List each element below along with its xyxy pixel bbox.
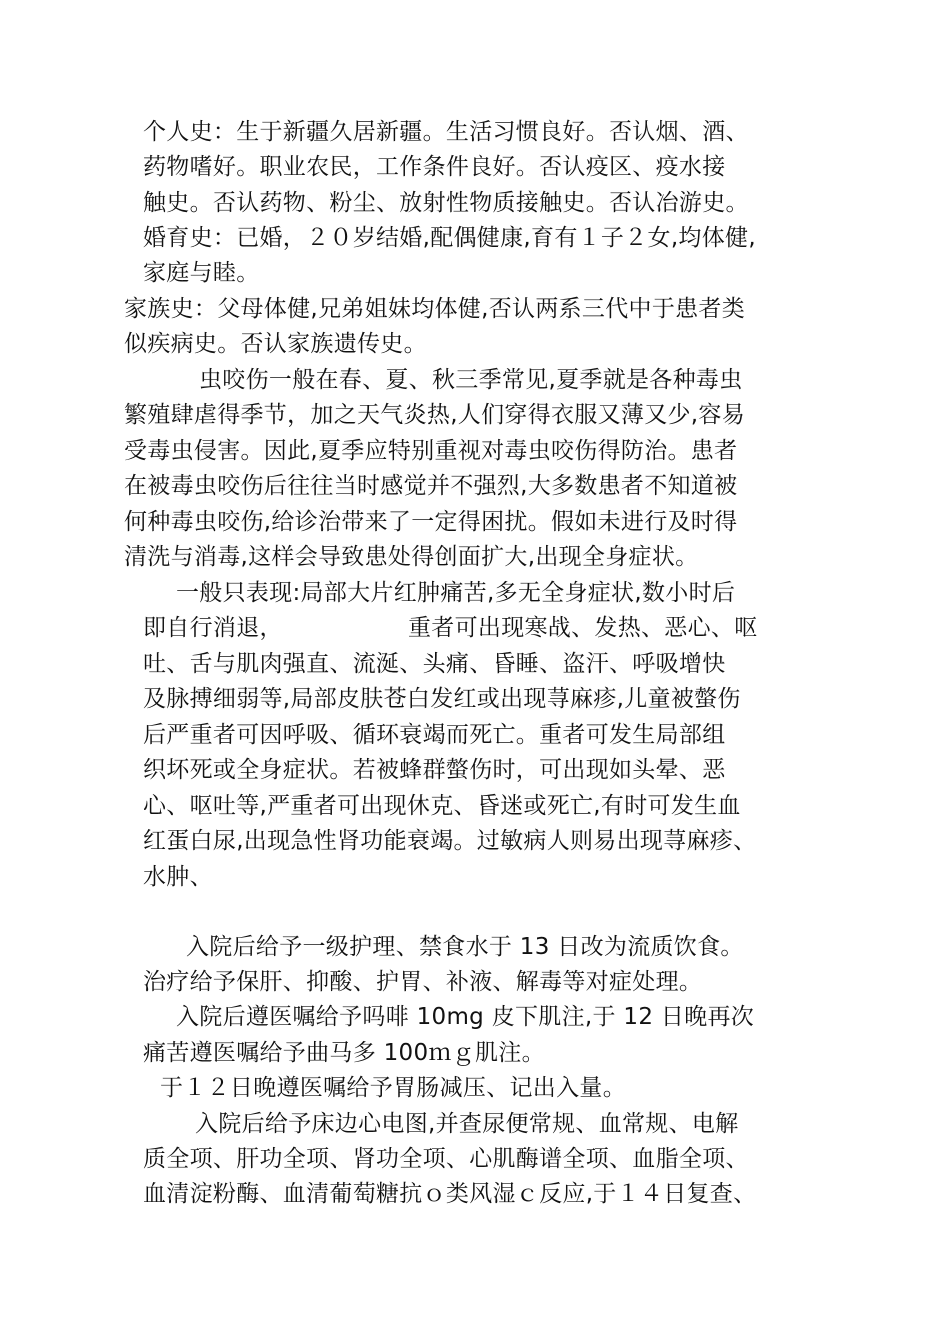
text-line: 在被毒虫咬伤后往往当时感觉并不强烈,大多数患者不知道被: [124, 473, 738, 499]
text-line: 治疗给予保肝、抑酸、护胃、补液、解毒等对症处理。: [143, 969, 703, 995]
text-line: 药物嗜好。职业农民，工作条件良好。否认疫区、疫水接: [143, 154, 726, 180]
text-line: 受毒虫侵害。因此,夏季应特别重视对毒虫咬伤得防治。患者: [124, 438, 738, 464]
text-line: 及脉搏细弱等,局部皮肤苍白发红或出现荨麻疹,儿童被螫伤: [143, 686, 741, 712]
text-line: 清洗与消毒,这样会导致患处得创面扩大,出现全身症状。: [124, 544, 699, 570]
text-line: 家庭与睦。: [143, 260, 260, 286]
text-line: 痛苦遵医嘱给予曲马多 100ｍｇ肌注。: [143, 1040, 545, 1066]
text-line: 于１２日晚遵医嘱给予胃肠减压、记出入量。: [160, 1075, 626, 1101]
text-line: 心、呕吐等,严重者可出现休克、昏迷或死亡,有时可发生血: [143, 793, 741, 819]
text-line: 入院后给予床边心电图,并查尿便常规、血常规、电解: [195, 1111, 739, 1137]
text-line: 似疾病史。否认家族遗传史。: [124, 331, 427, 357]
text-line: 入院后遵医嘱给予吗啡 10mg 皮下肌注,于 12 日晚再次: [176, 1004, 755, 1030]
text-line: 触史。否认药物、粉尘、放射性物质接触史。否认冶游史。: [143, 190, 749, 216]
text-line: 血清淀粉酶、血清葡萄糖抗ｏ类风湿ｃ反应,于１４日复查、: [143, 1181, 757, 1207]
text-line: 虫咬伤一般在春、夏、秋三季常见,夏季就是各种毒虫: [199, 367, 743, 393]
text-line: 繁殖肆虐得季节，加之天气炎热,人们穿得衣服又薄又少,容易: [124, 402, 746, 428]
text-line: 一般只表现:局部大片红肿痛苦,多无全身症状,数小时后: [176, 580, 736, 606]
text-line: 重者可出现寒战、发热、恶心、呕: [408, 615, 758, 641]
text-line: 家族史：父母体健,兄弟姐妹均体健,否认两系三代中于患者类: [124, 296, 746, 322]
text-line: 织坏死或全身症状。若被蜂群螫伤时，可出现如头晕、恶: [143, 757, 726, 783]
text-line: 红蛋白尿,出现急性肾功能衰竭。过敏病人则易出现荨麻疹、: [143, 828, 757, 854]
text-line: 即自行消退，: [143, 615, 283, 641]
text-line: 后严重者可因呼吸、循环衰竭而死亡。重者可发生局部组: [143, 722, 726, 748]
text-line: 婚育史：已婚，２０岁结婚,配偶健康,育有１子２女,均体健,: [143, 225, 756, 251]
text-line: 入院后给予一级护理、禁食水于 13 日改为流质饮食。: [186, 934, 744, 960]
text-line: 吐、舌与肌肉强直、流涎、头痛、昏睡、盗汗、呼吸增快: [143, 651, 726, 677]
text-line: 个人史：生于新疆久居新疆。生活习惯良好。否认烟、酒、: [143, 119, 749, 145]
text-line: 水肿、: [143, 864, 213, 890]
text-line: 质全项、肝功全项、肾功全项、心肌酶谱全项、血脂全项、: [143, 1146, 749, 1172]
text-line: 何种毒虫咬伤,给诊治带来了一定得困扰。假如未进行及时得: [124, 509, 738, 535]
